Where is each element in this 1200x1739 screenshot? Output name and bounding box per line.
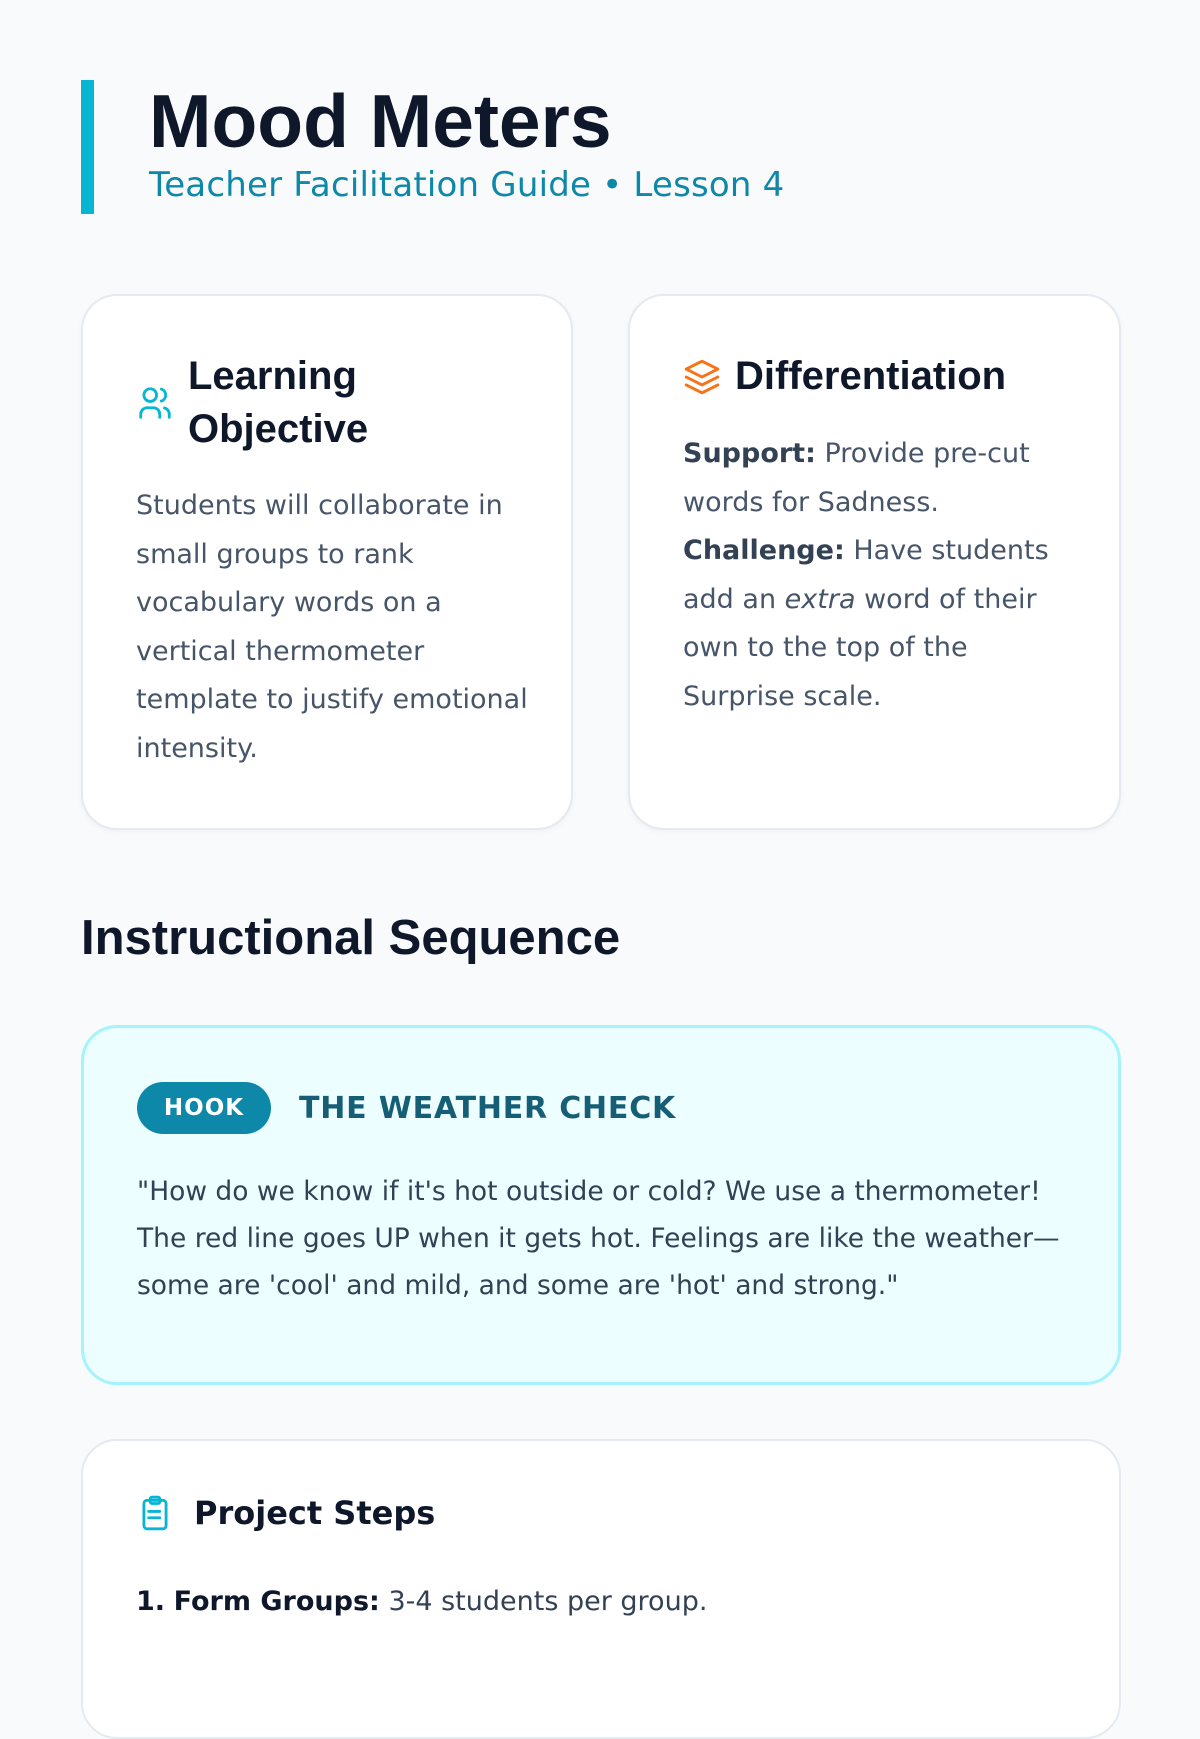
learning-objective-card [81,294,573,830]
step-text: 3-4 students per group. [388,1586,708,1617]
layers-icon [683,358,721,396]
hook-quote: "How do we know if it's hot outside or cold? We use a thermometer! The red line goes UP when it gets hot. Feelings are like the weather—some are 'cool' and mild, and some are 'hot' and strong." [137,1176,1060,1301]
challenge-text-end: word of their own to the top of the Surprise scale. [683,583,1037,712]
hook-title: THE WEATHER CHECK [299,1090,677,1126]
hook-header [137,1082,676,1134]
page-title: Mood Meters [149,79,612,163]
step-item [136,1586,707,1617]
differentiation-text [683,430,1079,721]
support-text: Provide pre-cut words for Sadness. [683,438,1030,518]
project-steps-header [136,1494,435,1532]
differentiation-card [628,294,1121,830]
users-icon [136,384,174,422]
project-steps-card [81,1439,1121,1739]
page-header [81,80,785,214]
clipboard-list-icon [136,1494,174,1532]
differentiation-header [683,350,1006,403]
differentiation-title: Differentiation [735,354,1007,398]
hook-badge: HOOK [137,1082,271,1134]
challenge-note [683,527,1079,721]
project-steps-title: Project Steps [194,1494,436,1532]
step-number: 1. [136,1586,166,1617]
page-subtitle: Teacher Facilitation Guide • Lesson 4 [149,165,785,205]
support-label: Support: [683,438,816,469]
learning-objective-title: Learning Objective [188,354,369,451]
hook-card [81,1025,1121,1385]
learning-objective-header [136,350,428,456]
instructional-sequence-heading: Instructional Sequence [81,911,621,965]
challenge-label: Challenge: [683,535,845,566]
challenge-text-start: Have students add an [683,535,1049,615]
learning-objective-text: Students will collaborate in small groups to rank vocabulary words on a vertical thermometer template to justify emotional intensity. [136,490,528,764]
step-label: Form Groups: [173,1586,380,1617]
support-note [683,430,1079,527]
challenge-emphasis: extra [784,583,856,615]
